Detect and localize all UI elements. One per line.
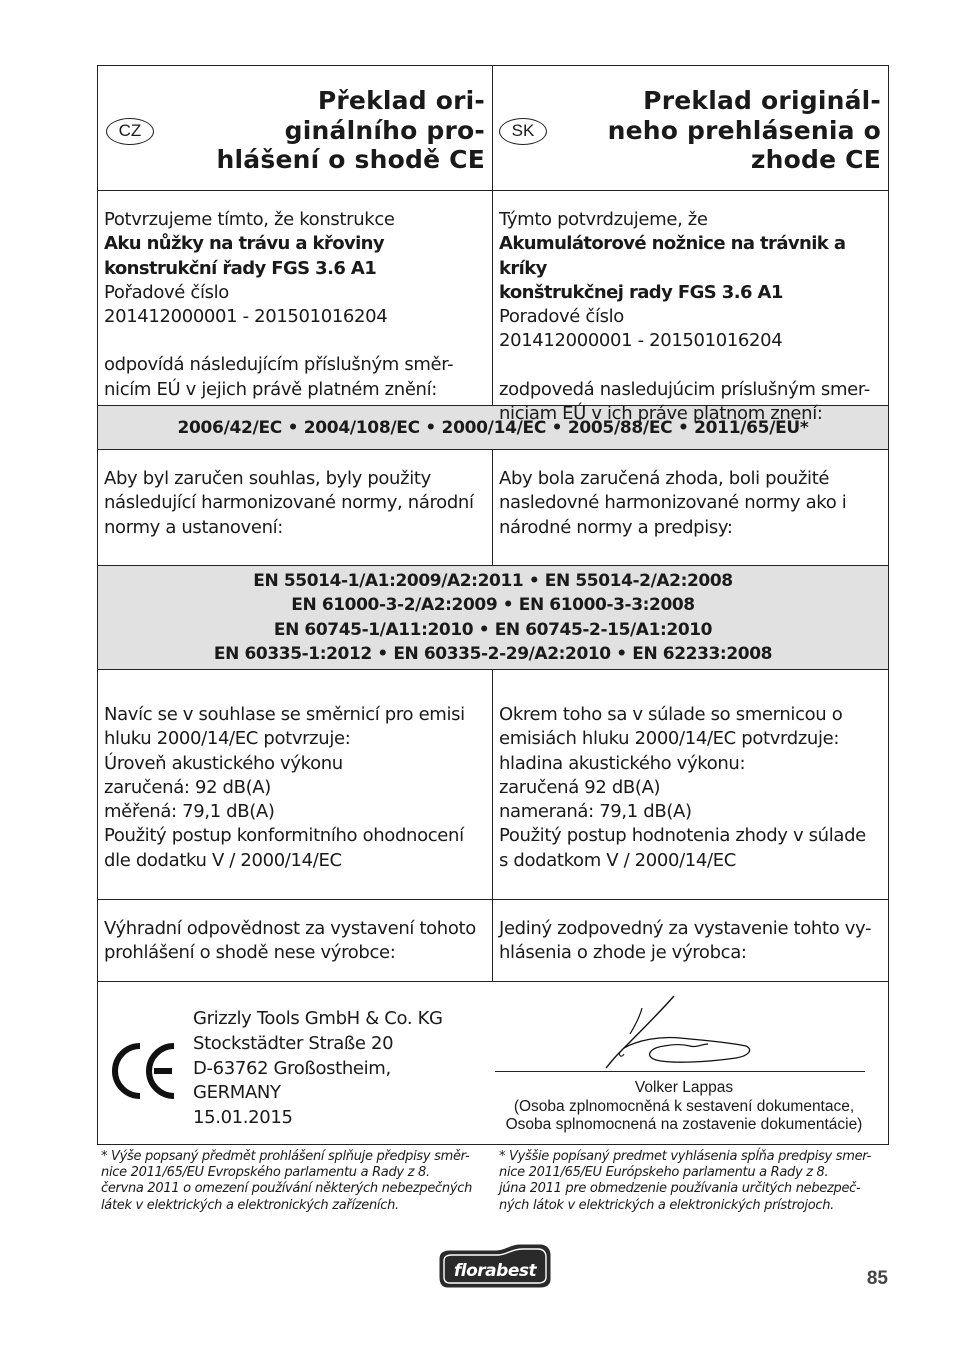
noise-sk	[493, 670, 888, 899]
header-sk	[493, 66, 888, 190]
page-number: 85	[866, 1268, 888, 1289]
product-intro: Potvrzujeme tímto, že konstrukce	[104, 209, 395, 230]
noise-text: Použitý postup hodnotenia zhody v súlade	[499, 825, 866, 847]
noise-text: Navíc se v souhlase se směrnicí pro emisi	[104, 704, 465, 725]
title-sk: Preklad originál- neho prehlásenia o zhode CE	[607, 86, 881, 174]
lang-badge-cz: CZ	[106, 118, 154, 145]
footnote-line: * Výše popsaný předmět prohlášení splňuje předpisy směr-	[101, 1149, 470, 1164]
noise-text: Úroveň akustického výkonu	[104, 752, 343, 774]
harmonized-text: národné normy a predpisy:	[499, 516, 733, 538]
noise-text: zaručená 92 dB(A)	[499, 776, 661, 798]
responsibility-text: Výhradní odpovědnost za vystavení tohoto	[104, 918, 476, 939]
harmonized-text: následující harmonizované normy, národní	[104, 492, 474, 514]
footnotes	[97, 1149, 889, 1214]
responsibility-cz	[98, 900, 493, 981]
noise-cz	[98, 670, 493, 899]
responsibility-text: prohlášení o shodě nese výrobce:	[104, 942, 396, 964]
noise-text: emisiách hluku 2000/14/EC potvrdzuje:	[499, 728, 840, 750]
noise-row	[98, 669, 888, 899]
standard-line: EN 60335-1:2012 • EN 60335-2-29/A2:2010 • EN 62233:2008	[213, 643, 773, 664]
noise-text: zaručená: 92 dB(A)	[104, 776, 271, 798]
header-row	[98, 66, 888, 190]
order-range: 201412000001 - 201501016204	[499, 330, 783, 352]
signatory-name: Volker Lappas	[634, 1079, 734, 1096]
title-cz: Překlad ori- ginálního pro- hlášení o shodě CE	[216, 86, 485, 174]
harmonized-text: Aby bola zaručená zhoda, boli použité	[499, 468, 830, 489]
lang-badge-sk: SK	[499, 118, 547, 145]
signatory-role: Osoba splnomocnená na zostavenie dokumentácie)	[505, 1116, 863, 1133]
harmonized-text: normy a ustanovení:	[104, 516, 284, 538]
footnote-line: nice 2011/65/EU Európskeho parlamentu a Rady z 8.	[499, 1165, 829, 1181]
brand-name: florabest	[453, 1261, 537, 1281]
responsibility-sk	[493, 900, 888, 981]
product-intro: Týmto potvrdzujeme, že	[499, 209, 708, 230]
ce-mark-icon	[110, 1040, 178, 1102]
florabest-logo	[436, 1243, 552, 1289]
manufacturer-line: Grizzly Tools GmbH & Co. KG	[193, 1008, 443, 1029]
harmonized-text: nasledovné harmonizované normy ako i	[499, 492, 847, 514]
footnote-line: nice 2011/65/EU Evropského parlamentu a Rady z 8.	[101, 1165, 430, 1181]
harmonized-row	[98, 449, 888, 565]
noise-text: s dodatkom V / 2000/14/EC	[499, 849, 736, 871]
product-row	[98, 190, 888, 425]
signatory	[482, 1079, 886, 1135]
manufacturer-date: 15.01.2015	[193, 1107, 293, 1129]
product-name-line: konštrukčnej rady FGS 3.6 A1	[499, 281, 783, 303]
footnote-line: června 2011 o omezení používání některých nebezpečných	[101, 1181, 473, 1197]
manufacturer-address	[193, 1007, 443, 1131]
footnote-line: * Vyššie popísaný predmet vyhlásenia spĺňa predpisy smer-	[499, 1149, 871, 1164]
standard-line: EN 55014-1/A1:2009/A2:2011 • EN 55014-2/A2:2008	[253, 571, 733, 591]
product-name-line: Akumulátorové nožnice na trávnik a kríky	[499, 233, 846, 279]
manufacturer-line: D-63762 Großostheim,	[193, 1057, 391, 1079]
standard-line: EN 60745-1/A11:2010 • EN 60745-2-15/A1:2010	[273, 619, 713, 640]
product-name-line: konstrukční řady FGS 3.6 A1	[104, 257, 377, 279]
product-cz	[98, 191, 493, 405]
noise-text: měřená: 79,1 dB(A)	[104, 801, 275, 823]
product-name-line: Aku nůžky na trávu a křoviny	[104, 233, 385, 255]
signature-block	[98, 982, 888, 1144]
noise-text: Použitý postup konformitního ohodnocení	[104, 825, 464, 847]
signature-line	[495, 1071, 865, 1072]
footnote-sk	[493, 1149, 889, 1214]
order-range: 201412000001 - 201501016204	[104, 306, 388, 328]
directives-list: 2006/42/EC • 2004/108/EC • 2000/14/EC • 2005/88/EC • 2011/65/EU*	[98, 406, 888, 449]
standards-list	[98, 566, 888, 669]
signature-row	[98, 981, 888, 1144]
product-sk	[493, 191, 888, 425]
declaration-table	[97, 65, 889, 1145]
harmonized-text: Aby byl zaručen souhlas, byly použity	[104, 468, 431, 489]
harmonized-cz	[98, 450, 493, 565]
footnote-line: júna 2011 pre obmedzenie používania určitých nebezpeč-	[499, 1181, 861, 1197]
handwritten-signature	[568, 994, 778, 1072]
manufacturer-line: GERMANY	[193, 1082, 281, 1104]
harmonized-sk	[493, 450, 888, 565]
manufacturer-line: Stockstädter Straße 20	[193, 1032, 394, 1054]
conformity-text: odpovídá následujícím příslušným směr-	[104, 354, 454, 376]
noise-text: Okrem toho sa v súlade so smernicou o	[499, 704, 843, 725]
signatory-role: (Osoba zplnomocněná k sestavení dokumentace,	[513, 1097, 855, 1115]
standard-line: EN 61000-3-2/A2:2009 • EN 61000-3-3:2008	[291, 595, 695, 616]
conformity-text: zodpovedá nasledujúcim príslušným smer-	[499, 378, 870, 400]
footnote-line: ných látok v elektrických a elektronických prístrojoch.	[499, 1197, 834, 1213]
responsibility-text: hlásenia o zhode je výrobca:	[499, 942, 747, 964]
responsibility-row	[98, 899, 888, 981]
standards-row	[98, 565, 888, 669]
header-cz	[98, 66, 493, 190]
order-label: Poradové číslo	[499, 306, 624, 328]
noise-text: hluku 2000/14/EC potvrzuje:	[104, 728, 351, 750]
noise-text: nameraná: 79,1 dB(A)	[499, 801, 692, 823]
noise-text: hladina akustického výkonu:	[499, 752, 746, 774]
conformity-text: niciam EÚ v ich práve platnom znení:	[499, 403, 823, 425]
responsibility-text: Jediný zodpovedný za vystavenie tohto vy-	[499, 918, 872, 939]
conformity-text: nicím EÚ v jejich právě platném znění:	[104, 378, 437, 400]
footnote-line: látek v elektrických a elektronických zařízeních.	[101, 1197, 399, 1213]
footnote-cz	[97, 1149, 493, 1214]
order-label: Pořadové číslo	[104, 281, 229, 303]
noise-text: dle dodatku V / 2000/14/EC	[104, 849, 342, 871]
